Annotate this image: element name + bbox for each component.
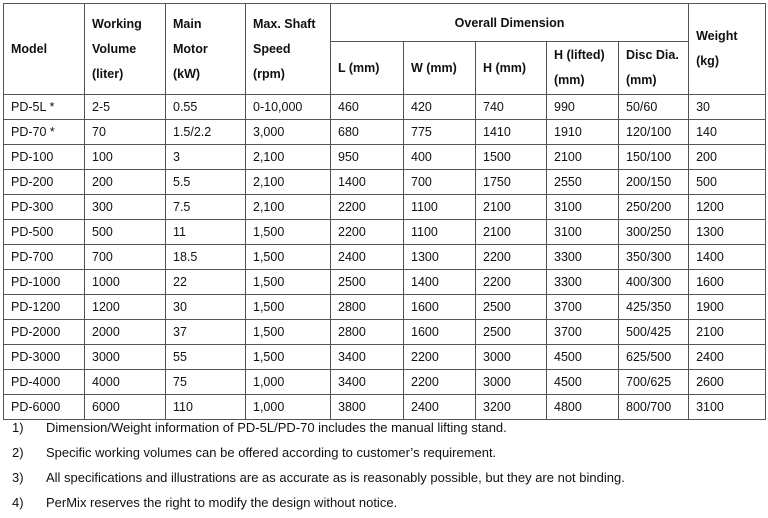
table-cell: 2500 — [331, 270, 404, 295]
table-body — [4, 95, 766, 420]
table-cell: 3100 — [689, 395, 766, 420]
table-cell: 0-10,000 — [246, 95, 331, 120]
header-weight: Weight (kg) — [689, 4, 766, 95]
table-cell: 22 — [166, 270, 246, 295]
table-cell: 3400 — [331, 370, 404, 395]
header-disc-dia: Disc Dia. (mm) — [619, 42, 689, 95]
table-row — [4, 395, 766, 420]
table-cell: PD-3000 — [4, 345, 85, 370]
table-cell: 120/100 — [619, 120, 689, 145]
header-h-lifted: H (lifted) (mm) — [547, 42, 619, 95]
table-cell: PD-70 * — [4, 120, 85, 145]
table-row — [4, 220, 766, 245]
table-cell: 3000 — [476, 345, 547, 370]
table-cell: 1500 — [476, 145, 547, 170]
footnote-text: Specific working volumes can be offered according to customer’s requirement. — [46, 445, 497, 460]
table-cell: 110 — [166, 395, 246, 420]
table-cell: 1400 — [689, 245, 766, 270]
table-cell: 18.5 — [166, 245, 246, 270]
table-cell: 1400 — [404, 270, 476, 295]
footnote-number: 1) — [12, 420, 24, 435]
header-overall-dimension: Overall Dimension — [331, 4, 689, 42]
table-cell: 3300 — [547, 245, 619, 270]
header-l: L (mm) — [331, 42, 404, 95]
table-cell: 2500 — [476, 320, 547, 345]
table-row — [4, 295, 766, 320]
table-cell: 1,500 — [246, 320, 331, 345]
table-cell: 7.5 — [166, 195, 246, 220]
table-cell: 2200 — [331, 220, 404, 245]
table-cell: 740 — [476, 95, 547, 120]
table-cell: 2100 — [689, 320, 766, 345]
table-cell: 500 — [689, 170, 766, 195]
table-cell: 11 — [166, 220, 246, 245]
table-cell: 1,500 — [246, 295, 331, 320]
header-speed: Max. Shaft Speed (rpm) — [246, 4, 331, 95]
table-cell: 4800 — [547, 395, 619, 420]
table-cell: 1,000 — [246, 395, 331, 420]
table-cell: 200/150 — [619, 170, 689, 195]
table-cell: 30 — [689, 95, 766, 120]
table-cell: 3100 — [547, 195, 619, 220]
table-cell: 990 — [547, 95, 619, 120]
table-cell: 3300 — [547, 270, 619, 295]
table-cell: 4500 — [547, 345, 619, 370]
header-volume: Working Volume (liter) — [85, 4, 166, 95]
table-cell: 2200 — [476, 245, 547, 270]
table-cell: PD-5L * — [4, 95, 85, 120]
header-h: H (mm) — [476, 42, 547, 95]
table-cell: 200 — [689, 145, 766, 170]
footnote-number: 3) — [12, 470, 24, 485]
table-cell: 300/250 — [619, 220, 689, 245]
table-cell: PD-2000 — [4, 320, 85, 345]
table-cell: 2400 — [689, 345, 766, 370]
table-cell: 3000 — [476, 370, 547, 395]
table-cell: 4000 — [85, 370, 166, 395]
table-cell: 50/60 — [619, 95, 689, 120]
header-model: Model — [4, 4, 85, 95]
table-cell: 1100 — [404, 220, 476, 245]
table-cell: 2500 — [476, 295, 547, 320]
table-cell: 37 — [166, 320, 246, 345]
table-cell: 6000 — [85, 395, 166, 420]
table-cell: 5.5 — [166, 170, 246, 195]
table-cell: 950 — [331, 145, 404, 170]
table-cell: 3200 — [476, 395, 547, 420]
table-cell: 700 — [85, 245, 166, 270]
table-row — [4, 370, 766, 395]
table-cell: 2600 — [689, 370, 766, 395]
table-cell: 2200 — [476, 270, 547, 295]
table-row — [4, 170, 766, 195]
table-cell: 2200 — [404, 370, 476, 395]
table-cell: 400/300 — [619, 270, 689, 295]
table-cell: 460 — [331, 95, 404, 120]
footnote-text: All specifications and illustrations are as accurate as is reasonably possible, but they are not binding. — [46, 470, 625, 485]
table-cell: 2,100 — [246, 145, 331, 170]
table-cell: PD-100 — [4, 145, 85, 170]
header-motor: Main Motor (kW) — [166, 4, 246, 95]
table-cell: PD-6000 — [4, 395, 85, 420]
table-cell: 2800 — [331, 320, 404, 345]
table-cell: 1600 — [689, 270, 766, 295]
table-row — [4, 195, 766, 220]
spec-table — [3, 3, 766, 420]
table-cell: 1,000 — [246, 370, 331, 395]
table-cell: 2-5 — [85, 95, 166, 120]
footnote-text: PerMix reserves the right to modify the design without notice. — [46, 495, 398, 510]
table-cell: 3400 — [331, 345, 404, 370]
table-row — [4, 245, 766, 270]
table-row — [4, 270, 766, 295]
table-cell: 420 — [404, 95, 476, 120]
table-cell: 2400 — [331, 245, 404, 270]
table-cell: 1300 — [404, 245, 476, 270]
table-cell: 300 — [85, 195, 166, 220]
table-cell: PD-500 — [4, 220, 85, 245]
table-cell: 2100 — [476, 220, 547, 245]
table-cell: 1,500 — [246, 220, 331, 245]
footnote-number: 4) — [12, 495, 24, 510]
table-cell: 1600 — [404, 320, 476, 345]
table-cell: 1,500 — [246, 245, 331, 270]
table-cell: 1900 — [689, 295, 766, 320]
table-cell: 350/300 — [619, 245, 689, 270]
table-cell: 1910 — [547, 120, 619, 145]
table-cell: 3700 — [547, 295, 619, 320]
table-cell: 425/350 — [619, 295, 689, 320]
table-cell: 55 — [166, 345, 246, 370]
table-cell: 2400 — [404, 395, 476, 420]
table-cell: 2200 — [331, 195, 404, 220]
table-cell: 1100 — [404, 195, 476, 220]
table-cell: 775 — [404, 120, 476, 145]
table-cell: 1.5/2.2 — [166, 120, 246, 145]
table-cell: 250/200 — [619, 195, 689, 220]
table-cell: 200 — [85, 170, 166, 195]
table-cell: 1410 — [476, 120, 547, 145]
table-cell: 75 — [166, 370, 246, 395]
table-cell: PD-1200 — [4, 295, 85, 320]
table-cell: 3,000 — [246, 120, 331, 145]
table-row — [4, 120, 766, 145]
table-cell: 70 — [85, 120, 166, 145]
footnote-number: 2) — [12, 445, 24, 460]
table-cell: 2200 — [404, 345, 476, 370]
table-cell: 1,500 — [246, 270, 331, 295]
table-cell: 2,100 — [246, 170, 331, 195]
table-cell: PD-700 — [4, 245, 85, 270]
table-row — [4, 345, 766, 370]
footnote — [12, 493, 625, 518]
footnotes — [12, 418, 625, 518]
table-cell: 3000 — [85, 345, 166, 370]
table-row — [4, 320, 766, 345]
table-cell: 1600 — [404, 295, 476, 320]
table-cell: 3700 — [547, 320, 619, 345]
table-cell: 500 — [85, 220, 166, 245]
table-cell: PD-1000 — [4, 270, 85, 295]
table-cell: 800/700 — [619, 395, 689, 420]
table-cell: 30 — [166, 295, 246, 320]
table-cell: 700 — [404, 170, 476, 195]
table-cell: 100 — [85, 145, 166, 170]
table-cell: 1750 — [476, 170, 547, 195]
table-cell: 2100 — [547, 145, 619, 170]
table-cell: 3800 — [331, 395, 404, 420]
table-cell: 680 — [331, 120, 404, 145]
table-row — [4, 95, 766, 120]
footnote — [12, 443, 625, 468]
table-cell: 2800 — [331, 295, 404, 320]
table-cell: 2,100 — [246, 195, 331, 220]
table-cell: PD-300 — [4, 195, 85, 220]
table-cell: 2550 — [547, 170, 619, 195]
table-cell: 1200 — [85, 295, 166, 320]
table-cell: 4500 — [547, 370, 619, 395]
table-row — [4, 145, 766, 170]
table-cell: PD-200 — [4, 170, 85, 195]
table-cell: 1000 — [85, 270, 166, 295]
table-cell: 1400 — [331, 170, 404, 195]
table-cell: 3 — [166, 145, 246, 170]
table-cell: 1200 — [689, 195, 766, 220]
footnote-text: Dimension/Weight information of PD-5L/PD-70 includes the manual lifting stand. — [46, 420, 507, 435]
table-cell: 1,500 — [246, 345, 331, 370]
table-cell: 3100 — [547, 220, 619, 245]
table-cell: 625/500 — [619, 345, 689, 370]
table-cell: 1300 — [689, 220, 766, 245]
header-w: W (mm) — [404, 42, 476, 95]
table-cell: 0.55 — [166, 95, 246, 120]
footnote — [12, 418, 625, 443]
table-cell: 500/425 — [619, 320, 689, 345]
table-cell: 700/625 — [619, 370, 689, 395]
table-cell: PD-4000 — [4, 370, 85, 395]
table-cell: 2000 — [85, 320, 166, 345]
table-cell: 400 — [404, 145, 476, 170]
footnote — [12, 468, 625, 493]
table-cell: 140 — [689, 120, 766, 145]
table-cell: 2100 — [476, 195, 547, 220]
table-cell: 150/100 — [619, 145, 689, 170]
